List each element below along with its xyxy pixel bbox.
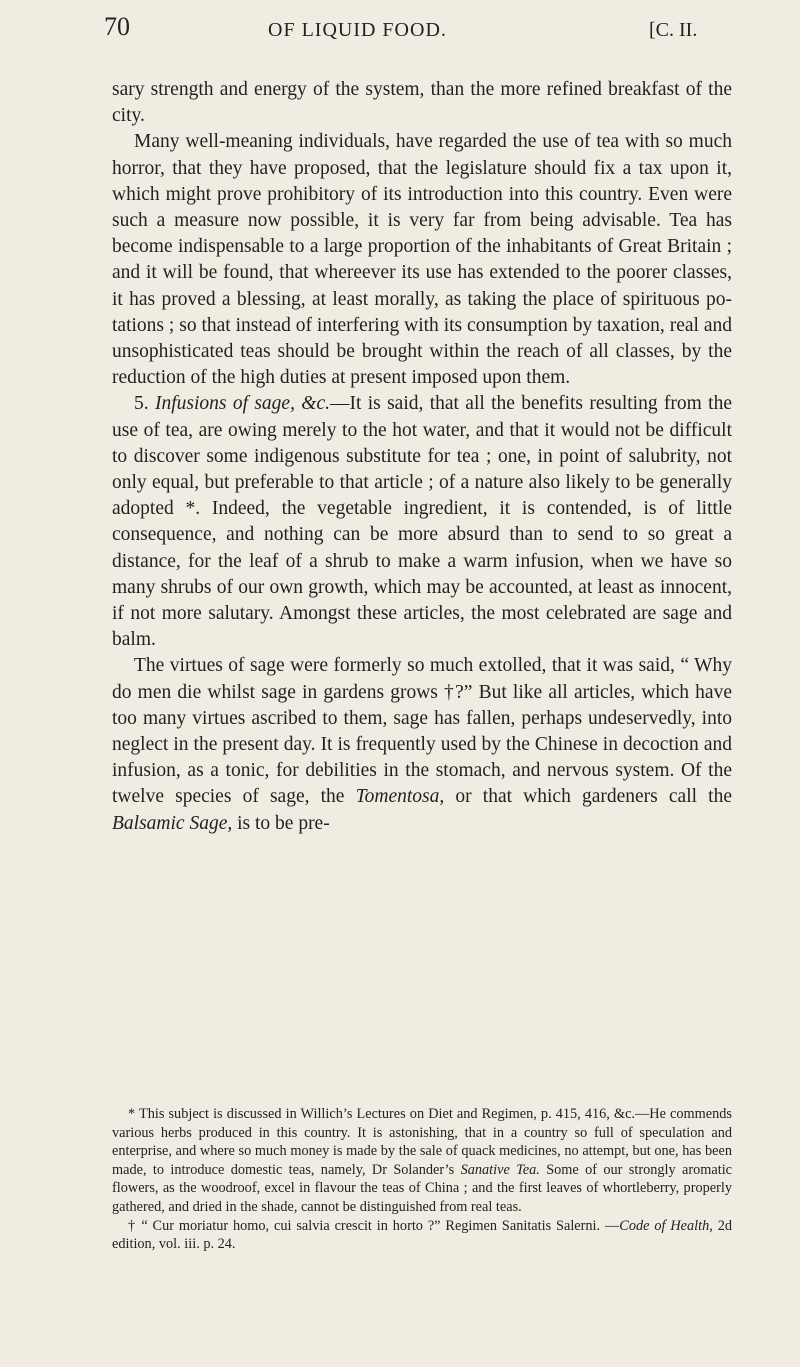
paragraph-3 (112, 391, 732, 653)
page-header (104, 12, 730, 52)
term-balsamic-sage: Balsamic Sage, (112, 812, 233, 834)
footnote-2 (112, 1217, 732, 1254)
paragraph-4 (112, 653, 732, 836)
main-text (112, 77, 732, 837)
running-title: OF LIQUID FOOD. (268, 19, 447, 41)
term-code-of-health: Code of Health, (619, 1217, 713, 1234)
paragraph-3-text: —It is said, that all the benefits resulting from the use of tea, are owing merely to the hot water, and that it would not be difficult to discover some indigenous substitute for tea ; one, in point of salubrity, not only equal, but preferable to that article ; of a nature also likely to be generally adopted *. Indeed, the vegetable ingredient, it is contended, is of little consequence, and nothing can be more absurd than to send to so great a distance, for the leaf of a shrub to make a warm infusion, when we have so many shrubs of our own growth, which may be accounted, at least as innocent, if not more salutary. Amongst these articles, the most celebrated are sage and balm. (112, 393, 732, 651)
footnote-1-text: * This subject is discussed in Willich’s Lectures on Diet and Regimen, p. 415, 416, &c.—He commends various herbs produced in this country. It is astonishing, that in a country so full of speculation and enterprise, and where so much money is made by the sale of quack medicines, no attempt, but one, has been made, to introduce domestic teas, namely, Dr Solander’s (112, 1106, 732, 1178)
paragraph-4-text-b: or that which gardeners call the (444, 786, 732, 808)
footnote-1-rest: Some of our strongly aromatic flowers, as the woodroof, excel in flavour the teas of China ; and the first leaves of whortleberry, properly gathered, and dried in the shade, cannot be distinguished from real teas. (112, 1161, 733, 1215)
term-tomentosa: Tomentosa, (355, 786, 445, 808)
section-title: Infusions of sage, &c. (154, 393, 330, 415)
footnotes (112, 1105, 732, 1254)
paragraph-2: Many well-meaning individuals, have regarded the use of tea with so much horror, that they have proposed, that the legislature should fix a tax upon it, which might prove prohibitory of its introduction into this country. Even were such a measure now possible, it is very far from being advisable. Tea has become indispensable to a large proportion of the inhabitants of Great Britain ; and it will be found, that whereever its use has extended to the poorer classes, it has proved a blessing, at least morally, as taking the place of spirituous potations ; so that instead of interfering with its consumption by taxation, real and unsophisticated teas should be brought within the reach of all classes, by the reduction of the high duties at present imposed upon them. (112, 131, 732, 389)
footnote-2-text: † “ Cur moriatur homo, cui salvia crescit in horto ?” Regimen Sanitatis Salerni. — (128, 1217, 620, 1234)
footnote-1 (112, 1105, 732, 1217)
paragraph-1: sary strength and energy of the system, than the more refined breakfast of the city. (112, 79, 732, 127)
footnote-2-rest: 2d edition, vol. iii. p. 24. (112, 1217, 733, 1253)
term-sanative-tea: Sanative Tea. (460, 1161, 540, 1178)
paragraph-4-text-c: is to be pre- (232, 812, 330, 834)
section-number: 5. (134, 393, 155, 415)
paragraph-4-text-a: The virtues of sage were formerly so much extolled, that it was said, “ Why do men die whilst sage in gardens grows †?” But like all articles, which have too many virtues ascribed to them, sage has fallen, perhaps undeservedly, into neglect in the present day. It is frequently used by the Chinese in decoction and infusion, as a tonic, for debilities in the stomach, and nervous system. Of the twelve species of sage, the (112, 655, 732, 808)
page-number: 70 (104, 12, 130, 41)
chapter-label: [C. II. (649, 19, 698, 41)
